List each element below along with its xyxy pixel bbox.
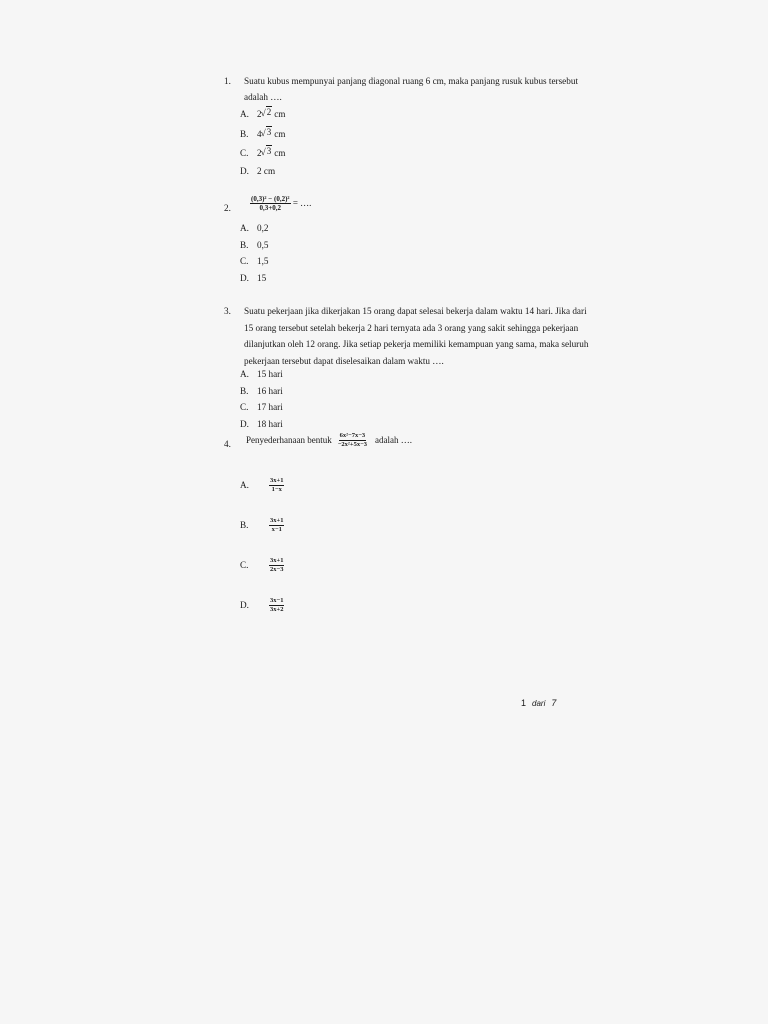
option-a: A. 15 hari <box>240 369 283 380</box>
option-a: A. $\frac{3x+1}{1-x}$ <box>240 476 284 493</box>
question-stem: Suatu kubus mempunyai panjang diagonal ruang 6 cm, maka panjang rusuk kubus tersebut adalah …. <box>244 76 578 103</box>
sqrt-expression: 2 √ 3 <box>257 146 272 159</box>
question-number: 2. <box>224 203 231 213</box>
question-expression: $\frac{\text{(0,3)² − (0,2)²}}{0,3+0,2}$ = …. <box>251 195 312 213</box>
options-list <box>240 220 268 286</box>
option-d: D. 15 <box>240 272 267 283</box>
options-list <box>240 473 284 617</box>
page-total: 7 <box>551 698 557 708</box>
options-list <box>240 366 283 432</box>
page-footer <box>521 698 556 708</box>
sqrt-expression: 2 √ 2 <box>257 107 272 120</box>
page-number: 1 <box>521 698 527 708</box>
option-c: C. 1,5 <box>240 256 269 267</box>
option-d: D. 2 cm <box>240 165 276 176</box>
option-b: B. 16 hari <box>240 385 283 396</box>
page-of-label: dari <box>532 699 546 708</box>
fraction: $\frac{3x-1}{3x+2}$ <box>270 596 284 613</box>
sqrt-expression: 4 √ 3 <box>257 126 272 139</box>
fraction: $\frac{3x+1}{1-x}$ <box>270 476 284 493</box>
question-stem: Penyederhanaan bentuk $\frac{\text{6x²−7x−3}}{\text{−2x²+5x−3}}$ adalah …. <box>246 432 413 448</box>
option-d: D. $\frac{3x-1}{3x+2}$ <box>240 596 284 613</box>
fraction: $\frac{3x+1}{2x-3}$ <box>270 556 284 573</box>
option-c: C. 2 √ 3 cm <box>240 145 285 162</box>
option-a: A. 0,2 <box>240 223 269 234</box>
fraction: $\frac{3x+1}{x-1}$ <box>270 516 284 533</box>
question-number: 3. <box>224 306 231 316</box>
option-d: D. 18 hari <box>240 418 283 429</box>
question-stem: Suatu pekerjaan jika dikerjakan 15 orang dapat selesai bekerja dalam waktu 14 hari. Jika dari 15 orang tersebut setelah bekerja 2 hari ternyata ada 3 orang yang sakit sehingga pekerjaan dilanjutkan oleh 12 orang. Jika setiap pekerja memiliki kemampuan yang sama, maka seluruh pekerjaan tersebut dapat diselesaikan dalam waktu …. <box>244 306 589 366</box>
options-list <box>240 106 285 179</box>
fraction: $\frac{\text{6x²−7x−3}}{\text{−2x²+5x−3}}$ <box>337 432 368 448</box>
option-b: B. 0,5 <box>240 239 269 250</box>
option-c: C. $\frac{3x+1}{2x-3}$ <box>240 556 284 573</box>
fraction: $\frac{\text{(0,3)² − (0,2)²}}{0,3+0,2}$ <box>251 195 290 213</box>
option-c: C. 17 hari <box>240 402 283 413</box>
option-a: A. 2 √ 2 cm <box>240 106 285 123</box>
option-b: B. $\frac{3x+1}{x-1}$ <box>240 516 284 533</box>
question-number: 1. <box>224 76 231 86</box>
question-number: 4. <box>224 439 231 449</box>
option-b: B. 4 √ 3 cm <box>240 126 285 143</box>
